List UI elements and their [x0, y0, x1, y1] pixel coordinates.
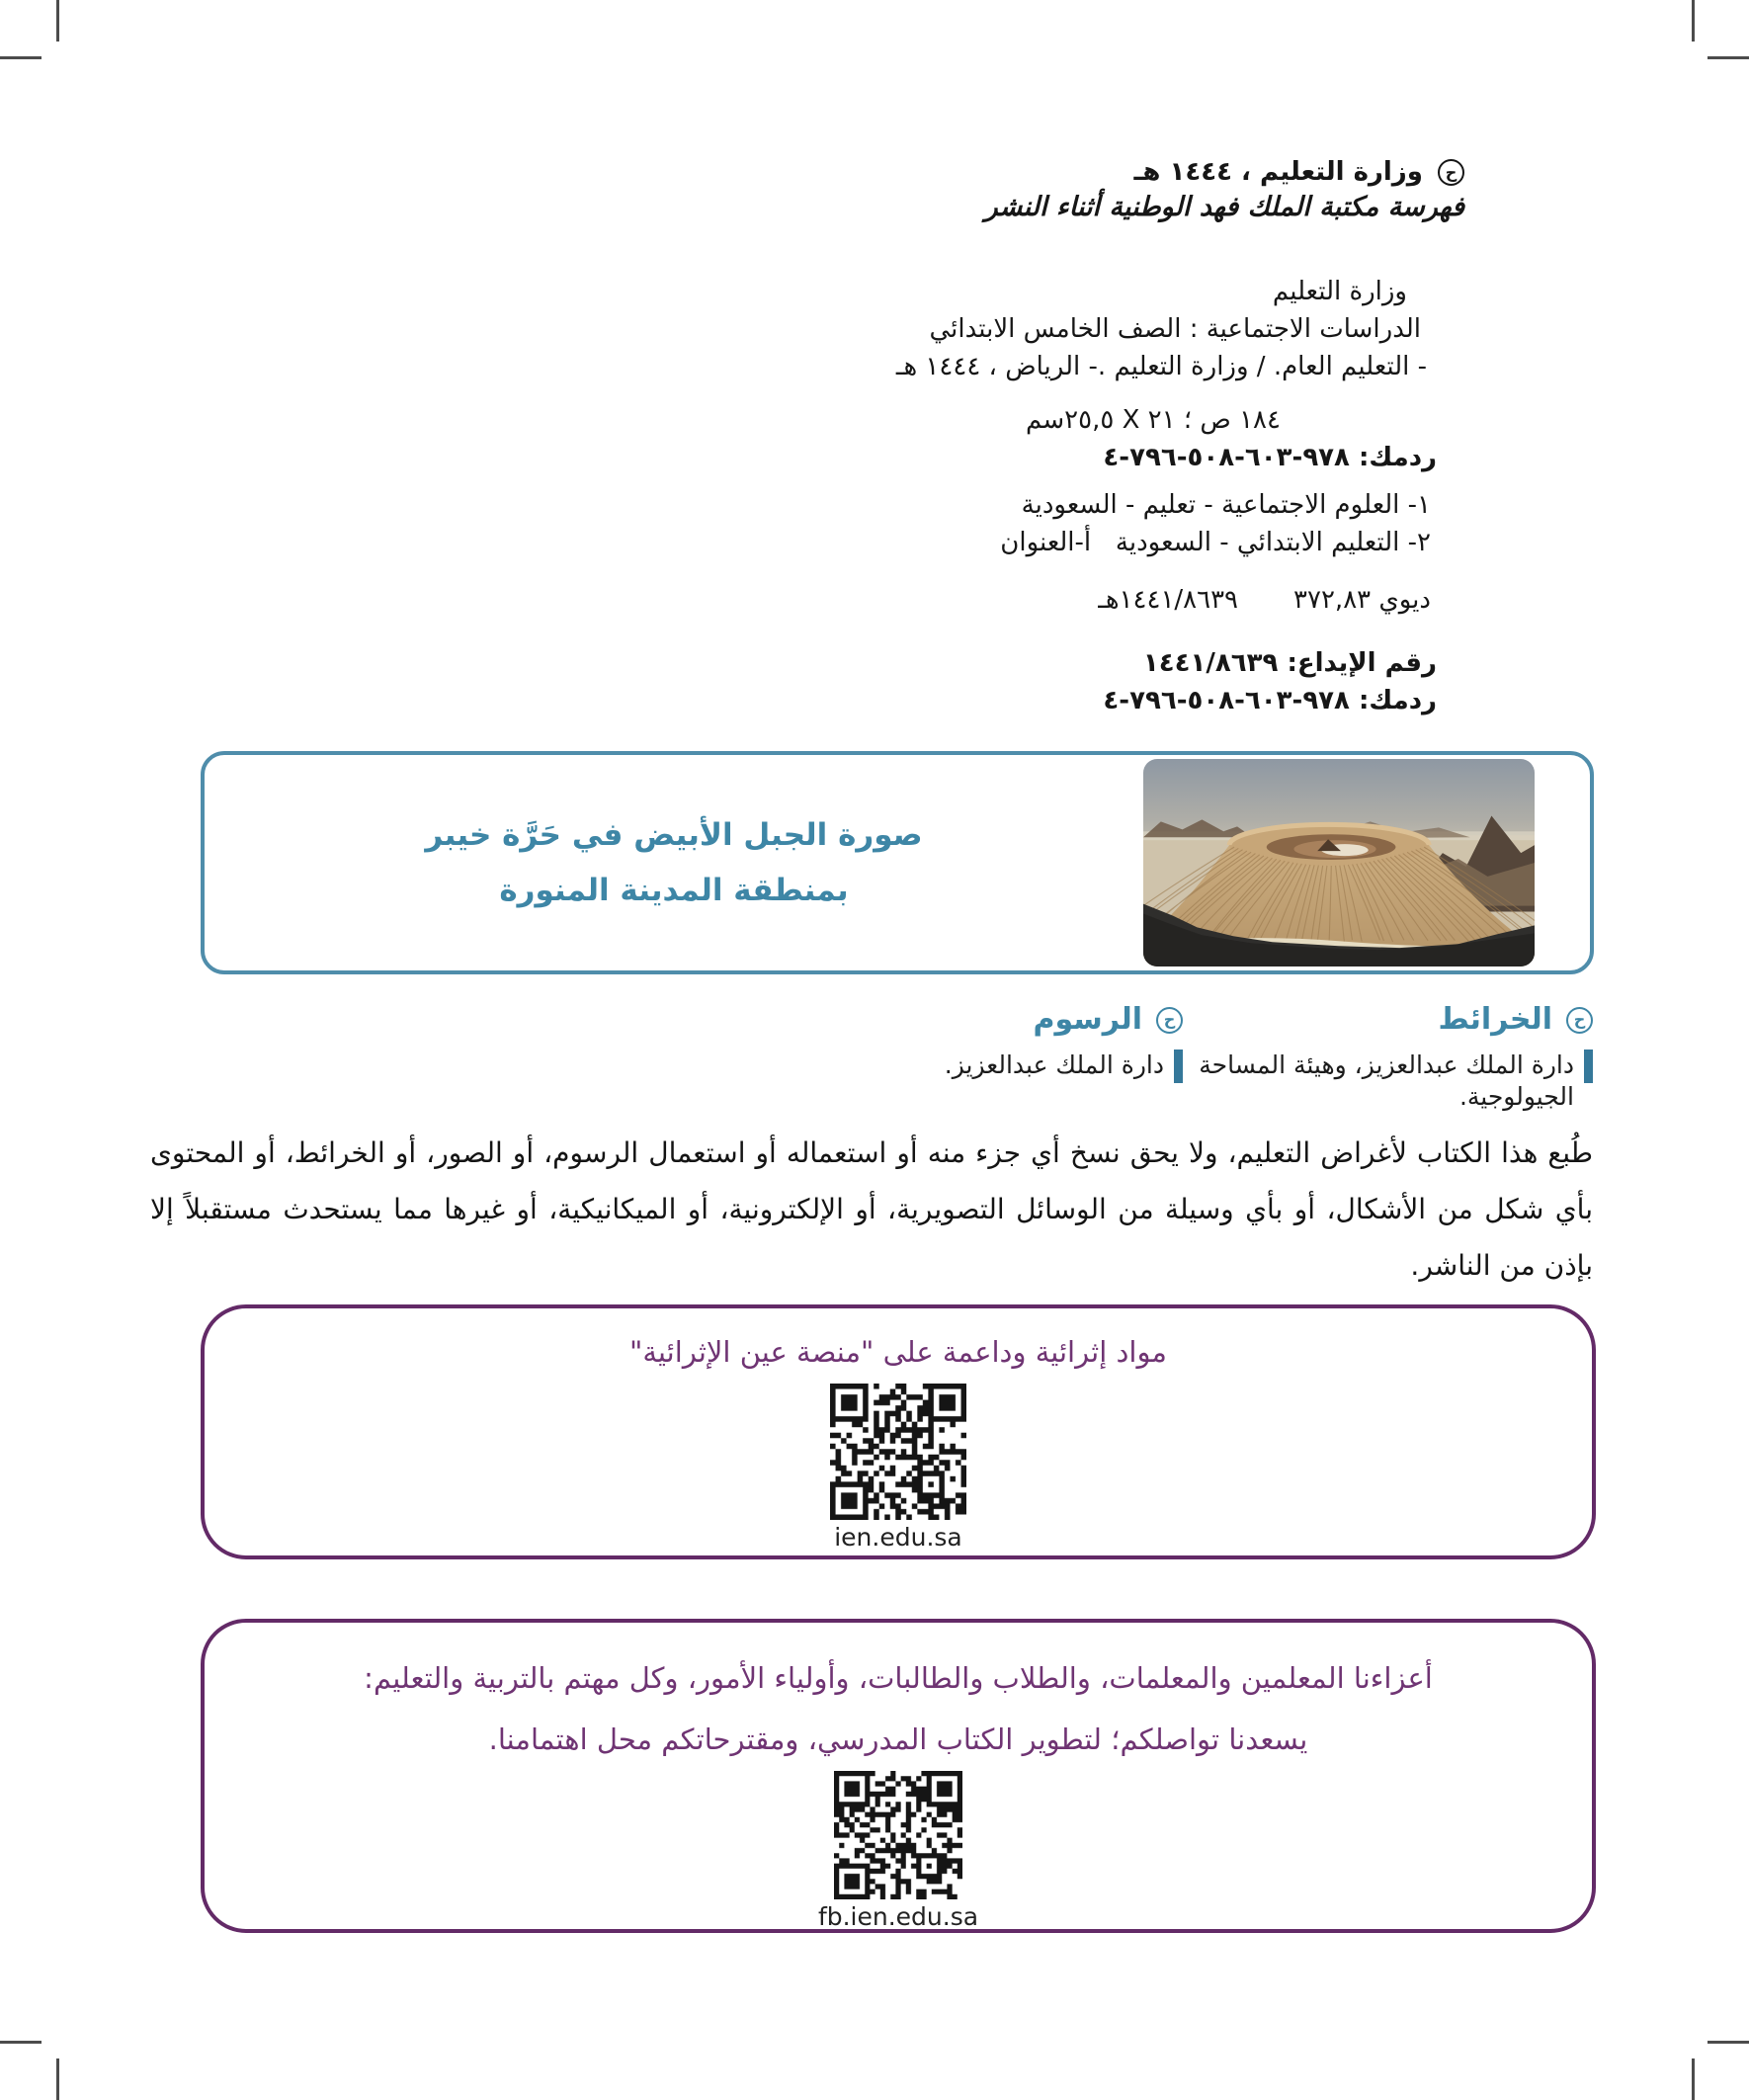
catalog-subject-1: ١- العلوم الاجتماعية - تعليم - السعودية — [1021, 490, 1431, 520]
circled-ha-copyright-icon: ح — [1438, 159, 1464, 186]
contact-qr-wrap — [205, 1771, 1592, 1903]
maps-heading-text: الخرائط — [1438, 1002, 1552, 1037]
drawings-credit-heading — [768, 1002, 1183, 1038]
catalog-title: الدراسات الاجتماعية : الصف الخامس الابتدائي — [929, 314, 1421, 344]
teal-bar — [1584, 1050, 1593, 1083]
catalog-collation: ١٨٤ ص ؛ ٢١ X ٢٥,٥سم — [1026, 405, 1281, 435]
photo-caption-line1: صورة الجبل الأبيض في حَرَّة خيبر — [425, 817, 923, 853]
enrichment-qr-wrap — [205, 1384, 1592, 1524]
volcano-crater-photo — [1143, 759, 1535, 966]
drawings-credit-text: دارة الملك عبدالعزيز. — [944, 1050, 1164, 1079]
deposit-line — [733, 644, 1437, 682]
enrichment-url: ien.edu.sa — [834, 1523, 962, 1552]
crop-mark-top-left-vertical — [56, 0, 59, 42]
qr-code-ien — [830, 1384, 966, 1520]
copyright-text: وزارة التعليم ، ١٤٤٤ هـ — [1133, 157, 1423, 187]
contact-box — [201, 1619, 1596, 1933]
contact-line1: أعزاءنا المعلمين والمعلمات، والطلاب والطالبات، وأولياء الأمور، وكل مهتم بالتربية والتعليم: — [364, 1661, 1433, 1695]
circled-ha-maps-icon: ح — [1566, 1007, 1593, 1034]
teal-bar — [1174, 1050, 1183, 1083]
circled-ha-drawings-icon: ح — [1156, 1007, 1183, 1034]
deposit-number: ١٤٤١/٨٦٣٩ — [1142, 648, 1279, 678]
maps-credit-text: دارة الملك عبدالعزيز، وهيئة المساحة الجيولوجية. — [1199, 1050, 1574, 1111]
legal-deposit-short: ١٤٤١/٨٦٣٩هـ — [1098, 585, 1239, 615]
contact-url: fb.ien.edu.sa — [817, 1902, 979, 1931]
drawings-credit-column — [768, 1002, 1183, 1083]
isbn-line-2 — [733, 682, 1437, 719]
photo-caption — [205, 755, 1143, 970]
drawings-heading-text: الرسوم — [1033, 1002, 1142, 1037]
dewey-number: ديوي ٣٧٢,٨٣ — [1293, 585, 1431, 615]
crop-mark-bottom-left-vertical — [56, 2058, 59, 2100]
crop-mark-bottom-right-horizontal — [1707, 2041, 1749, 2044]
catalog-publisher: وزارة التعليم — [1272, 277, 1407, 306]
photo-caption-line2: بمنطقة المدينة المنورة — [499, 873, 849, 908]
contact-line2: يسعدنا تواصلكم؛ لتطوير الكتاب المدرسي، ومقترحاتكم محل اهتمامنا. — [488, 1722, 1308, 1756]
photo-caption-box — [201, 751, 1594, 974]
deposit-label: رقم الإيداع: — [1287, 648, 1437, 678]
enrichment-box — [201, 1304, 1596, 1559]
crop-mark-top-left-horizontal — [0, 56, 42, 59]
catalog-isbn-line — [733, 439, 1437, 476]
catalog-subject-2: ٢- التعليم الابتدائي - السعودية أ-العنوان — [1000, 528, 1431, 557]
isbn-label-2: ردمك: — [1358, 686, 1437, 715]
enrichment-title: مواد إثرائية وداعمة على "منصة عين الإثرائية" — [629, 1335, 1167, 1369]
crop-mark-top-right-vertical — [1692, 0, 1695, 42]
crop-mark-top-right-horizontal — [1707, 56, 1749, 59]
cip-record — [733, 156, 1464, 719]
qr-code-fb — [834, 1771, 962, 1899]
cip-title: فهرسة مكتبة الملك فهد الوطنية أثناء النشر — [984, 192, 1464, 222]
isbn-number: ٩٧٨-٦٠٣-٥٠٨-٧٩٦-٤ — [1103, 443, 1350, 472]
catalog-dewey-line — [733, 581, 1431, 619]
copyright-line — [733, 156, 1464, 188]
rights-paragraph: طُبع هذا الكتاب لأغراض التعليم، ولا يحق نسخ أي جزء منه أو استعماله أو استعمال الرسوم، أو الصور، أو الخرائط، أو المحتوى بأي شكل من الأشكال، أو بأي وسيلة من الوسائل التصويرية، أو الإلكترونية، أو الميكانيكية، أو غيرها مما يستحدث مستقبلاً إلا بإذن من الناشر. — [150, 1136, 1593, 1282]
isbn-number-2: ٩٧٨-٦٠٣-٥٠٨-٧٩٦-٤ — [1103, 686, 1350, 715]
drawings-credit-body — [768, 1050, 1183, 1083]
isbn-label: ردمك: — [1358, 443, 1437, 472]
catalog-edition: - التعليم العام. / وزارة التعليم .- الرياض ، ١٤٤٤ هـ — [895, 352, 1427, 381]
crop-mark-bottom-right-vertical — [1692, 2058, 1695, 2100]
crop-mark-bottom-left-horizontal — [0, 2041, 42, 2044]
